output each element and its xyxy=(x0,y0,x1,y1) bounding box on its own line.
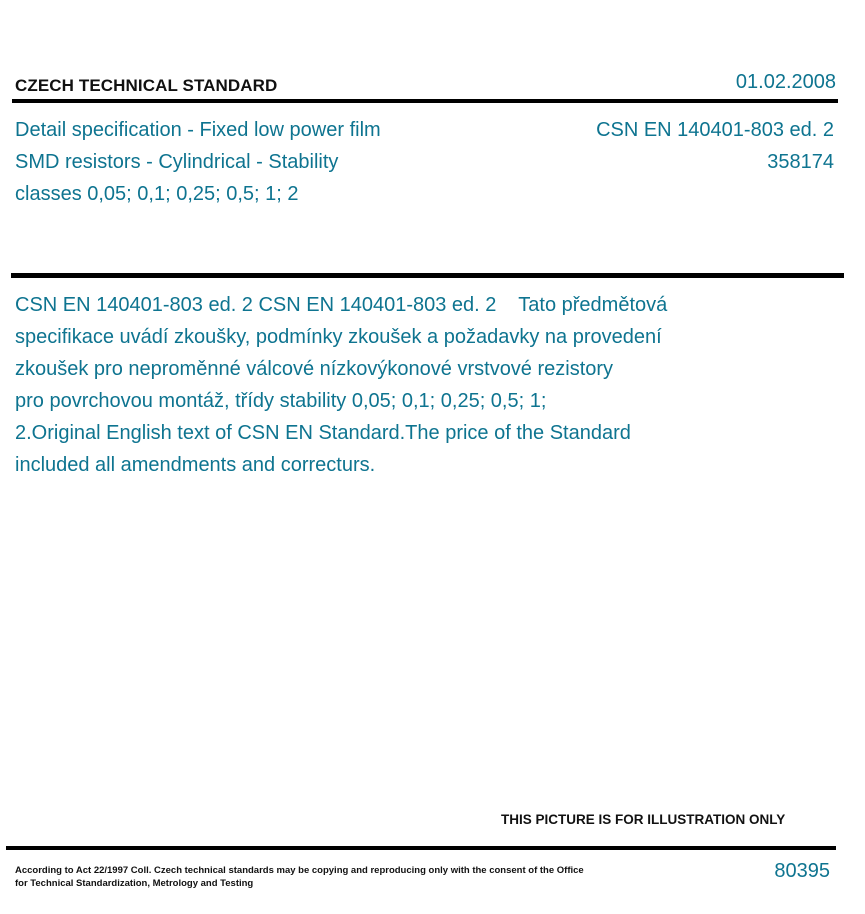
illustration-note: THIS PICTURE IS FOR ILLUSTRATION ONLY xyxy=(501,812,786,827)
bottom-divider xyxy=(6,846,836,850)
abstract-line: included all amendments and correcturs. xyxy=(15,454,376,476)
legal-notice xyxy=(15,864,615,890)
standard-code: CSN EN 140401-803 ed. 2 xyxy=(596,119,834,141)
middle-divider xyxy=(11,273,844,278)
abstract-line: pro povrchovou montáž, třídy stability 0,05; 0,1; 0,25; 0,5; 1; xyxy=(15,390,547,412)
standard-title xyxy=(15,114,465,210)
title-line: Detail specification - Fixed low power film xyxy=(15,119,381,141)
top-divider xyxy=(12,99,838,103)
legal-line: for Technical Standardization, Metrology and Testing xyxy=(15,878,254,889)
legal-line: According to Act 22/1997 Coll. Czech technical standards may be copying and reproducing only with the consent of the Office xyxy=(15,865,584,876)
abstract xyxy=(15,289,735,481)
header-label: CZECH TECHNICAL STANDARD xyxy=(15,76,278,95)
publication-date: 01.02.2008 xyxy=(735,71,836,93)
document-number: 80395 xyxy=(774,860,830,882)
class-number: 358174 xyxy=(767,151,834,173)
title-line: classes 0,05; 0,1; 0,25; 0,5; 1; 2 xyxy=(15,183,299,205)
abstract-line: CSN EN 140401-803 ed. 2 CSN EN 140401-803 ed. 2 Tato předmětová xyxy=(15,294,668,316)
abstract-line: 2.Original English text of CSN EN Standard.The price of the Standard xyxy=(15,422,631,444)
standard-identifiers xyxy=(596,114,834,178)
title-line: SMD resistors - Cylindrical - Stability xyxy=(15,151,339,173)
abstract-line: specifikace uvádí zkoušky, podmínky zkoušek a požadavky na provedení xyxy=(15,326,662,348)
abstract-line: zkoušek pro neproměnné válcové nízkovýkonové vrstvové rezistory xyxy=(15,358,614,380)
